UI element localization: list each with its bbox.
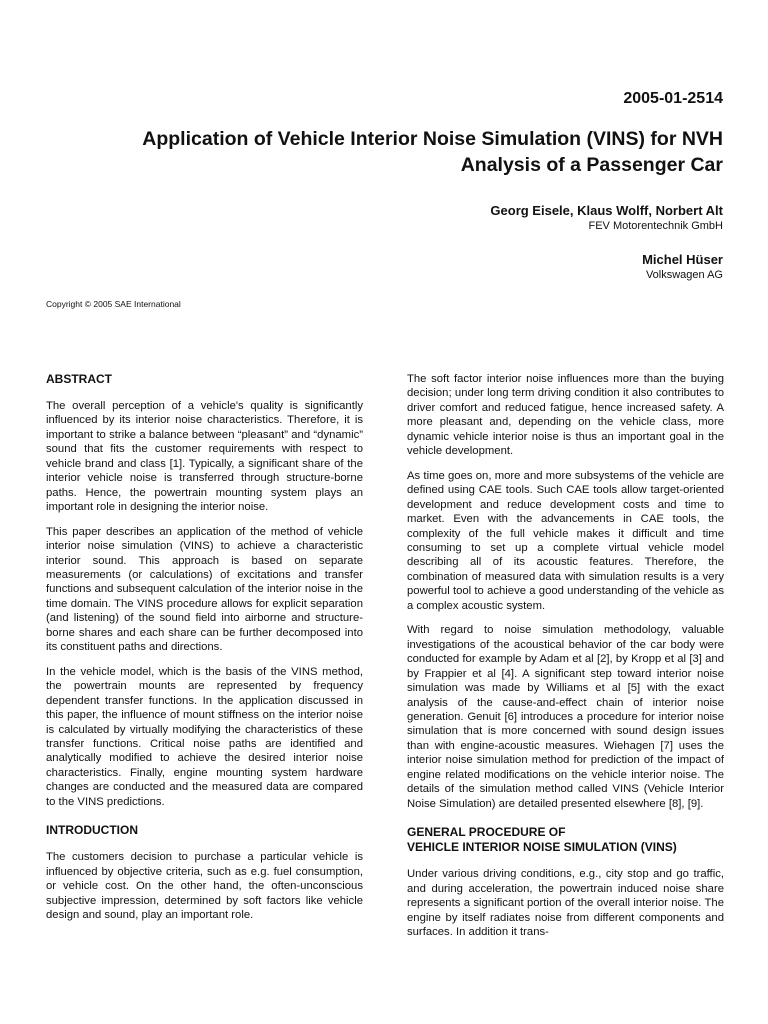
document-number: 2005-01-2514 bbox=[623, 90, 723, 107]
copyright-notice: Copyright © 2005 SAE International bbox=[46, 299, 181, 309]
introduction-heading: INTRODUCTION bbox=[46, 823, 138, 838]
right-paragraph-2: As time goes on, more and more subsystems of the vehicle are defined using CAE tools. Such CAE tools allow target-oriented development and reduce development costs and time to market. Even with the advancements in CAE tools, the complexity of the full vehicle makes it difficult and time consuming to set up a complete virtual vehicle model describing all of its acoustic features. Therefore, the combination of measured data with simulation results is a very powerful tool to achieve a good understanding of the vehicle as a complex acoustic system. bbox=[407, 469, 724, 612]
section-heading-line-1: GENERAL PROCEDURE OF bbox=[407, 825, 566, 840]
abstract-paragraph-1: The overall perception of a vehicle's quality is significantly influenced by its interior noise characteristics. Therefore, it is important to strike a balance between “pleasant” and “dynamic” sound that fits the customer requirements with respect to vehicle brand and class [1]. Typically, a significant share of the interior vehicle noise is transferred through structure-borne paths. Hence, the powertrain mounting system plays an important role in designing the interior noise. bbox=[46, 400, 363, 514]
right-paragraph-4: Under various driving conditions, e.g., city stop and go traffic, and during acceleration, the powertrain induced noise share represents a significant portion of the overall interior noise. The engine by itself radiates noise from different components and surfaces. In addition it trans- bbox=[407, 868, 724, 938]
abstract-paragraph-3: In the vehicle model, which is the basis of the VINS method, the powertrain mounts are represented by frequency dependent transfer functions. In the application discussed in this paper, the influence of mount stiffness on the interior noise is calculated by virtually modifying the characteristics of these transfer functions. Critical noise paths are identified and analytically modified to achieve the desired interior noise characteristics. Finally, engine mounting system hardware changes are conducted and the measured data are compared to the VINS predictions. bbox=[46, 665, 363, 808]
author-affiliation: FEV Motorentechnik GmbH bbox=[588, 220, 723, 232]
author-group-1 bbox=[490, 203, 723, 233]
section-heading-line-2: VEHICLE INTERIOR NOISE SIMULATION (VINS) bbox=[407, 840, 677, 855]
abstract-paragraph-2: This paper describes an application of the method of vehicle interior noise simulation (VINS) to achieve a characteristic interior sound. This approach is based on separate measurements (or calculations) of excitations and transfer functions and subsequent calculation of the interior noise in the time domain. The VINS procedure allows for explicit separation (and listening) of the sound field into airborne and structure-borne shares and each share can be further decomposed into its constituent paths and directions. bbox=[46, 525, 363, 654]
right-paragraph-3: With regard to noise simulation methodology, valuable investigations of the acoustical behavior of the car body were conducted for example by Adam et al [2], by Kropp et al [3] and by Frappier et al [4]. A significant step toward interior noise simulation was made by Williams et al [5] with the exact analysis of the cause-and-effect chain of interior noise generation. Genuit [6] introduces a procedure for interior noise simulation that is more concerned with sound design issues than with engine-acoustic measures. Wiehagen [7] uses the interior noise simulation method for prediction of the impact of engine related modifications on the vehicle interior noise. The details of the simulation method called VINS (Vehicle Interior Noise Simulation) are detailed presented elsewhere [8], [9]. bbox=[407, 624, 724, 810]
left-column bbox=[46, 372, 363, 933]
author-names: Michel Hüser bbox=[642, 252, 723, 267]
section-heading-vins bbox=[407, 825, 724, 855]
paper-title bbox=[23, 126, 723, 178]
right-column bbox=[407, 372, 724, 949]
title-line-1: Application of Vehicle Interior Noise Simulation (VINS) for NVH bbox=[142, 128, 723, 150]
right-paragraph-1: The soft factor interior noise influences more than the buying decision; under long term driving condition it also contributes to driver comfort and reduced fatigue, hence increased safety. A more pleasant and, depending on the vehicle class, more dynamic vehicle interior noise is thus an important goal in the vehicle development. bbox=[407, 373, 724, 458]
author-names: Georg Eisele, Klaus Wolff, Norbert Alt bbox=[490, 203, 723, 218]
introduction-paragraph-1: The customers decision to purchase a particular vehicle is influenced by objective criteria, such as e.g. fuel consumption, or vehicle cost. On the other hand, the often-unconscious subjective impression, determined by soft factors like vehicle design and sound, play an important role. bbox=[46, 851, 363, 922]
abstract-heading: ABSTRACT bbox=[46, 372, 112, 386]
author-group-2 bbox=[642, 252, 723, 282]
title-line-2: Analysis of a Passenger Car bbox=[460, 154, 723, 176]
author-affiliation: Volkswagen AG bbox=[645, 269, 723, 281]
